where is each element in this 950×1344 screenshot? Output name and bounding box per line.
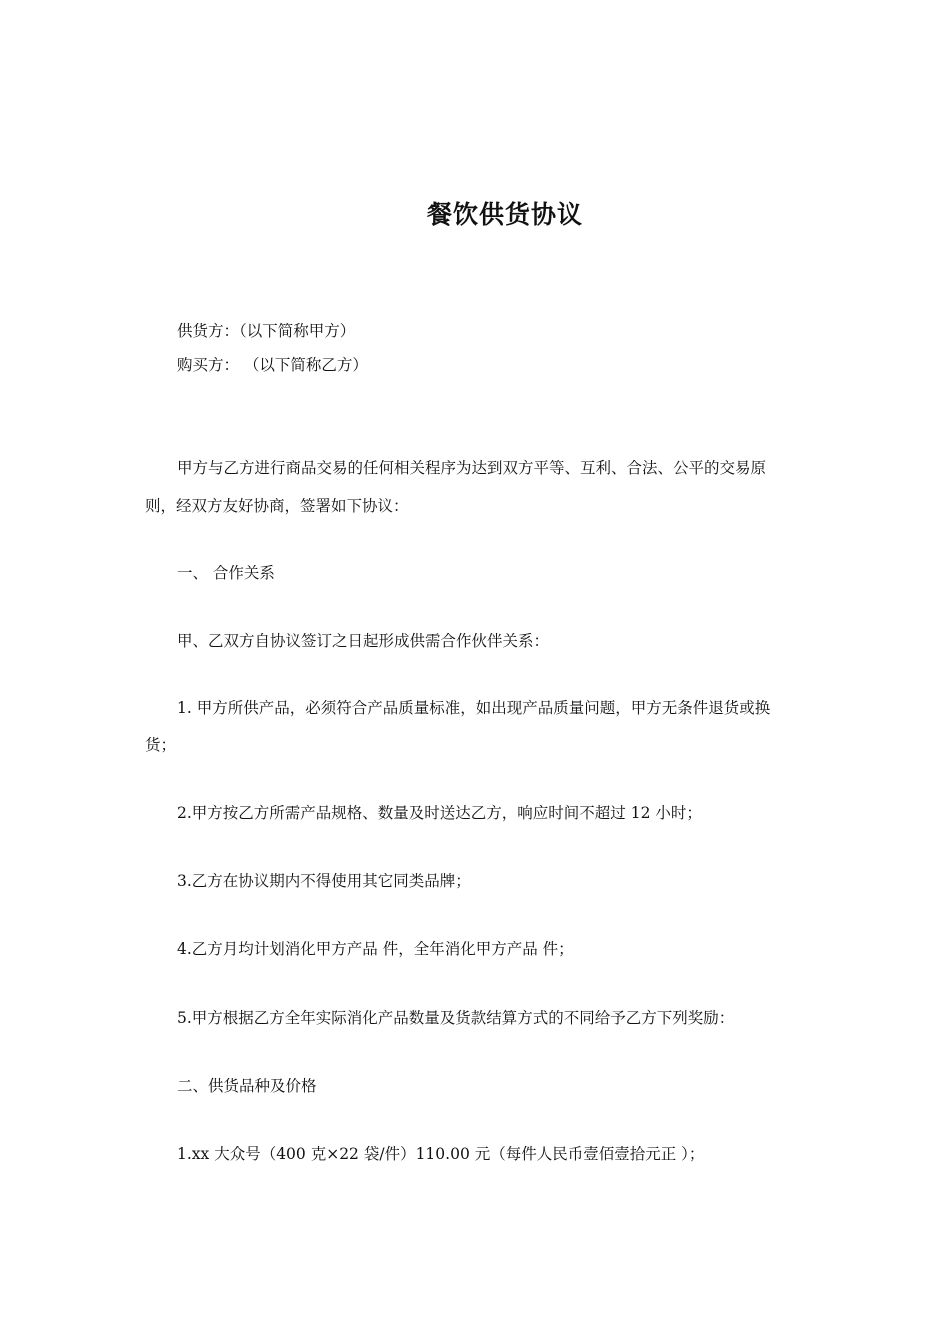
intro-paragraph-line-1: 甲方与乙方进行商品交易的任何相关程序为达到双方平等、互利、合法、公平的交易原 bbox=[177, 459, 767, 477]
section-1-item-2: 2.甲方按乙方所需产品规格、数量及时送达乙方，响应时间不超过 12 小时； bbox=[177, 804, 702, 822]
section-1-item-5: 5.甲方根据乙方全年实际消化产品数量及货款结算方式的不同给予乙方下列奖励： bbox=[177, 1009, 735, 1027]
section-1-lead: 甲、乙双方自协议签订之日起形成供需合作伙伴关系： bbox=[177, 632, 550, 650]
section-1-item-1-line-2: 货； bbox=[145, 736, 177, 754]
section-1-heading: 一、 合作关系 bbox=[177, 564, 275, 582]
section-1-item-4: 4.乙方月均计划消化甲方产品 件，全年消化甲方产品 件； bbox=[177, 940, 574, 958]
supplier-party-line: 供货方：（以下简称甲方） bbox=[177, 322, 356, 340]
section-1-item-3: 3.乙方在协议期内不得使用其它同类品牌； bbox=[177, 872, 471, 890]
buyer-party-line: 购买方： （以下简称乙方） bbox=[177, 356, 368, 374]
section-1-item-1-line-1: 1. 甲方所供产品，必须符合产品质量标准，如出现产品质量问题，甲方无条件退货或换 bbox=[177, 699, 771, 717]
intro-paragraph-line-2: 则，经双方友好协商，签署如下协议： bbox=[145, 497, 409, 515]
section-2-heading: 二、供货品种及价格 bbox=[177, 1077, 317, 1095]
section-2-item-1: 1.xx 大众号（400 克×22 袋/件）110.00 元（每件人民币壹佰壹拾元正 ）； bbox=[177, 1145, 705, 1163]
document-title: 餐饮供货协议 bbox=[426, 200, 583, 229]
